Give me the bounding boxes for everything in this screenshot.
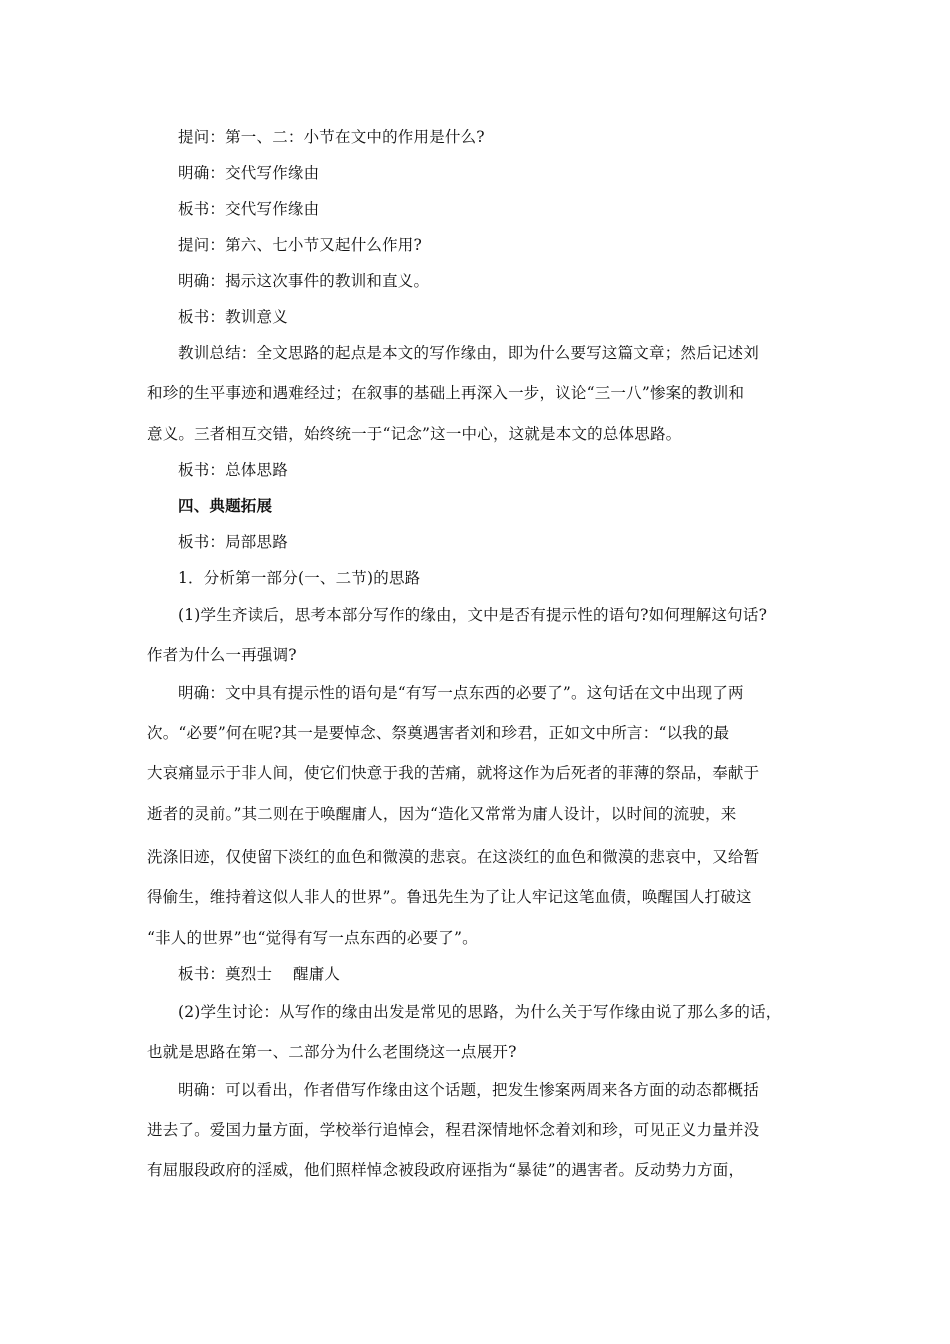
text-line: 有屈服段政府的淫威，他们照样悼念被段政府诬指为“暴徒”的遇害者。反动势力方面，: [147, 1161, 745, 1179]
text-line: 作者为什么一再强调?: [147, 646, 297, 664]
text-line: 也就是思路在第一、二部分为什么老围绕这一点展开?: [147, 1043, 517, 1061]
text-line: 意义。三者相互交错，始终统一于“记念”这一中心，这就是本文的总体思路。: [147, 425, 682, 443]
text-line: 板书：奠烈士 醒庸人: [178, 965, 341, 983]
text-line: 明确：交代写作缘由: [178, 164, 320, 182]
text-line: 和珍的生平事迹和遇难经过；在叙事的基础上再深入一步，议论“三一八”惨案的教训和: [147, 384, 745, 402]
text-line: 提问：第一、二：小节在文中的作用是什么?: [178, 128, 485, 146]
text-line: 进去了。爱国力量方面，学校举行追悼会，程君深情地怀念着刘和珍，可见正义力量并没: [147, 1121, 760, 1139]
text-line: “非人的世界”也“觉得有写一点东西的必要了”。: [147, 929, 478, 947]
text-line: 板书：教训意义: [178, 308, 288, 326]
text-line: 明确：文中具有提示性的语句是“有写一点东西的必要了”。这句话在文中出现了两: [178, 684, 744, 702]
text-line: 明确：揭示这次事件的教训和直义。: [178, 272, 430, 290]
text-line: (1)学生齐读后，思考本部分写作的缘由，文中是否有提示性的语句?如何理解这句话?: [178, 606, 768, 624]
text-line: 大哀痛显示于非人间，使它们快意于我的苦痛，就将这作为后死者的菲薄的祭品，奉献于: [147, 764, 760, 782]
text-line: 教训总结：全文思路的起点是本文的写作缘由，即为什么要写这篇文章；然后记述刘: [178, 344, 759, 362]
text-line: 板书：总体思路: [178, 461, 288, 479]
text-line: 逝者的灵前。”其二则在于唤醒庸人，因为“造化又常常为庸人设计，以时间的流驶，来: [147, 805, 737, 823]
text-line: (2)学生讨论：从写作的缘由出发是常见的思路，为什么关于写作缘由说了那么多的话，: [178, 1003, 782, 1021]
text-line: 洗涤旧迹，仅使留下淡红的血色和微漠的悲哀。在这淡红的血色和微漠的悲哀中，又给暂: [147, 848, 760, 866]
text-line: 明确：可以看出，作者借写作缘由这个话题，把发生惨案两周来各方面的动态都概括: [178, 1081, 759, 1099]
text-line: 提问：第六、七小节又起什么作用?: [178, 236, 423, 254]
text-line: 1．分析第一部分(一、二节)的思路: [178, 569, 421, 587]
text-line: 板书：交代写作缘由: [178, 200, 320, 218]
text-line: 得偷生，维持着这似人非人的世界”。鲁迅先生为了让人牢记这笔血债，唤醒国人打破这: [147, 888, 752, 906]
text-line: 板书：局部思路: [178, 533, 288, 551]
section-heading: 四、典题拓展: [178, 497, 273, 515]
text-line: 次。“必要”何在呢?其一是要悼念、祭奠遇害者刘和珍君，正如文中所言：“以我的最: [147, 724, 730, 742]
